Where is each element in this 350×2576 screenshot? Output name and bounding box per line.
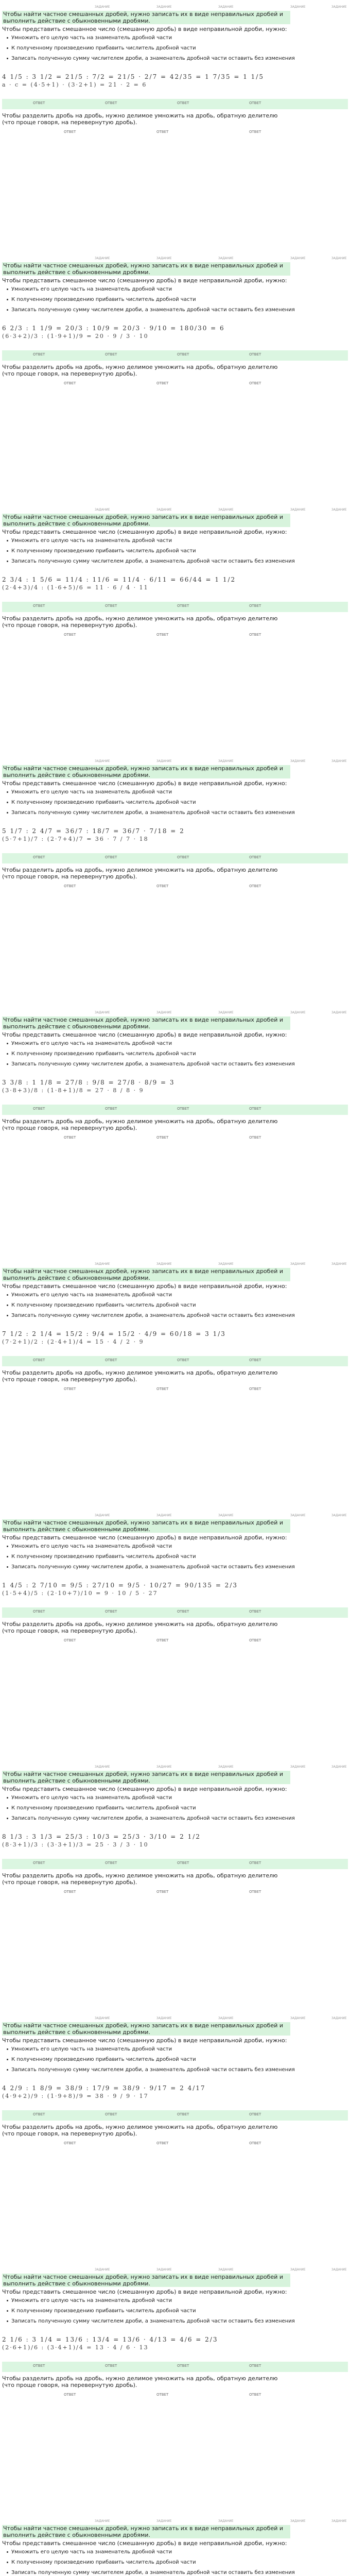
answer-label: ОТВЕТ — [33, 603, 45, 608]
rule-item: Записать полученную сумму числителем дроби, а знаменатель дробной части оставить без изменения — [11, 1816, 348, 1822]
convert-text: Чтобы представить смешанное число (смешанную дробь) в виде неправильной дроби, нужно: — [2, 780, 287, 787]
task-label: ЗАДАНИЕ — [331, 2519, 347, 2523]
intro-text — [2, 2525, 290, 2538]
answer-label: ОТВЕТ — [105, 1106, 117, 1111]
rule-item: Записать полученную сумму числителем дроби, а знаменатель дробной части оставить без изменения — [11, 2067, 348, 2073]
intro-text — [2, 1016, 290, 1030]
answer-label: ОТВЕТ — [249, 352, 261, 357]
intro-highlight: Чтобы найти частное смешанных дробей, нужно записать их в виде неправильных дробей и выполнить действие с обыкновенными дробями. — [2, 11, 290, 24]
task-label: ЗАДАНИЕ — [156, 1262, 172, 1266]
convert-text: Чтобы представить смешанное число (смешанную дробь) в виде неправильной дроби, нужно: — [2, 2037, 287, 2044]
rule-item: Умножить его целую часть на знаменатель дробной части — [11, 538, 348, 544]
task-label: ЗАДАНИЕ — [331, 508, 347, 512]
answer-row — [2, 1635, 348, 1648]
answer-label: ОТВЕТ — [249, 855, 261, 859]
rule-item: К полученному произведению прибавить числитель дробной части — [11, 45, 348, 52]
answer-band — [2, 99, 348, 109]
working-subline: (8·3+1)/3 : (3·3+1)/3 = 25 · 3 / 3 · 10 — [2, 1841, 149, 1848]
working-block — [2, 820, 348, 850]
task-label: ЗАДАНИЕ — [95, 759, 110, 763]
answer-label: ОТВЕТ — [64, 129, 76, 134]
working-block — [2, 569, 348, 599]
working-subline: (2·4+3)/4 : (1·6+5)/6 = 11 · 6 / 4 · 11 — [2, 584, 149, 591]
task-label: ЗАДАНИЕ — [331, 2016, 347, 2020]
intro-highlight: Чтобы найти частное смешанных дробей, нужно записать их в виде неправильных дробей и выполнить действие с обыкновенными дробями. — [2, 765, 290, 778]
answer-label: ОТВЕТ — [156, 129, 169, 134]
working-block — [2, 2329, 348, 2359]
rule-list — [2, 1795, 348, 1822]
answer-band — [2, 602, 348, 612]
answer-row — [2, 1606, 348, 1619]
task-header-row — [2, 507, 348, 513]
working-line: 3 3/8 : 1 1/8 = 27/8 : 9/8 = 27/8 · 8/9 = 3 — [2, 1078, 175, 1086]
task-label: ЗАДАНИЕ — [95, 508, 110, 512]
convert-text: Чтобы представить смешанное число (смешанную дробь) в виде неправильной дроби, нужно: — [2, 1534, 287, 1541]
divide-text: Чтобы разделить дробь на дробь, нужно делимое умножить на дробь, обратную делителю (что проще говоря, на перевернутую дробь). — [2, 1369, 278, 1383]
rule-item: К полученному произведению прибавить числитель дробной части — [11, 1302, 348, 1309]
answer-row — [2, 1355, 348, 1367]
task-header-row — [2, 256, 348, 262]
answer-row — [2, 349, 348, 362]
task-header-row — [2, 1513, 348, 1519]
rule-item: Умножить его целую часть на знаменатель дробной части — [11, 35, 348, 41]
task-label: ЗАДАНИЕ — [156, 2519, 172, 2523]
working-subline: (6·3+2)/3 : (1·9+1)/9 = 20 · 9 / 3 · 10 — [2, 332, 149, 340]
answer-label: ОТВЕТ — [156, 1889, 169, 1894]
task-label: ЗАДАНИЕ — [290, 1765, 306, 1769]
answer-label: ОТВЕТ — [249, 381, 261, 385]
rule-list — [2, 2549, 348, 2576]
task-label: ЗАДАНИЕ — [156, 1765, 172, 1769]
rule-list — [2, 1292, 348, 1319]
rule-item: К полученному произведению прибавить числитель дробной части — [11, 297, 348, 303]
answer-row — [2, 1858, 348, 1870]
answer-label: ОТВЕТ — [33, 100, 45, 105]
working-subline: a · c = (4·5+1) · (3·2+1) = 21 · 2 = 6 — [2, 81, 147, 88]
answer-label: ОТВЕТ — [105, 1358, 117, 1362]
rule-item: К полученному произведению прибавить числитель дробной части — [11, 1554, 348, 1560]
answer-label: ОТВЕТ — [64, 1386, 76, 1391]
answer-label: ОТВЕТ — [249, 1638, 261, 1642]
task-header-row — [2, 1010, 348, 1016]
task-label: ЗАДАНИЕ — [290, 2268, 306, 2272]
rule-list — [2, 2046, 348, 2073]
task-label: ЗАДАНИЕ — [331, 1262, 347, 1266]
answer-label: ОТВЕТ — [156, 632, 169, 637]
answer-label: ОТВЕТ — [249, 1860, 261, 1865]
answer-label: ОТВЕТ — [105, 2112, 117, 2116]
answer-label: ОТВЕТ — [156, 1135, 169, 1140]
intro-text — [2, 2022, 290, 2036]
working-line: 7 1/2 : 2 1/4 = 15/2 : 9/4 = 15/2 · 4/9 = 60/18 = 3 1/3 — [2, 1330, 226, 1337]
task-label: ЗАДАНИЕ — [290, 1011, 306, 1014]
working-subline: (5·7+1)/7 : (2·7+4)/7 = 36 · 7 / 7 · 18 — [2, 835, 149, 842]
answer-label: ОТВЕТ — [177, 855, 189, 859]
task-header-row — [2, 2267, 348, 2273]
answer-label: ОТВЕТ — [105, 1860, 117, 1865]
rule-item: Умножить его целую часть на знаменатель дробной части — [11, 1795, 348, 1801]
task-header-row — [2, 1261, 348, 1267]
task-label: ЗАДАНИЕ — [290, 5, 306, 9]
answer-label: ОТВЕТ — [33, 1358, 45, 1362]
working-line: 4 1/5 : 3 1/2 = 21/5 : 7/2 = 21/5 · 2/7 = 42/35 = 1 7/35 = 1 1/5 — [2, 73, 264, 80]
answer-row — [2, 127, 348, 139]
divide-text: Чтобы разделить дробь на дробь, нужно делимое умножить на дробь, обратную делителю (что проще говоря, на перевернутую дробь). — [2, 615, 278, 629]
rule-list — [2, 538, 348, 565]
answer-label: ОТВЕТ — [64, 1135, 76, 1140]
answer-label: ОТВЕТ — [156, 381, 169, 385]
answer-label: ОТВЕТ — [177, 352, 189, 357]
task-label: ЗАДАНИЕ — [331, 1011, 347, 1014]
rule-item: Записать полученную сумму числителем дроби, а знаменатель дробной части оставить без изменения — [11, 558, 348, 565]
task-label: ЗАДАНИЕ — [218, 2519, 234, 2523]
answer-band — [2, 1607, 348, 1618]
working-subline: (7·2+1)/2 : (2·4+1)/4 = 15 · 4 / 2 · 9 — [2, 1338, 144, 1345]
working-block — [2, 1323, 348, 1353]
task-label: ЗАДАНИЕ — [331, 257, 347, 260]
rule-item: Записать полученную сумму числителем дроби, а знаменатель дробной части оставить без изменения — [11, 1313, 348, 1319]
answer-label: ОТВЕТ — [249, 2112, 261, 2116]
divide-text: Чтобы разделить дробь на дробь, нужно делимое умножить на дробь, обратную делителю (что проще говоря, на перевернутую дробь). — [2, 1117, 278, 1131]
rule-item: Записать полученную сумму числителем дроби, а знаменатель дробной части оставить без изменения — [11, 56, 348, 62]
rule-item: К полученному произведению прибавить числитель дробной части — [11, 2560, 348, 2566]
convert-text: Чтобы представить смешанное число (смешанную дробь) в виде неправильной дроби, нужно: — [2, 1786, 287, 1793]
answer-band — [2, 1105, 348, 1115]
intro-highlight: Чтобы найти частное смешанных дробей, нужно записать их в виде неправильных дробей и выполнить действие с обыкновенными дробями. — [2, 262, 290, 276]
task-label: ЗАДАНИЕ — [218, 5, 234, 9]
intro-text — [2, 1771, 290, 1784]
rule-item: Умножить его целую часть на знаменатель дробной части — [11, 2046, 348, 2053]
answer-row — [2, 1104, 348, 1116]
task-label: ЗАДАНИЕ — [95, 2268, 110, 2272]
intro-text — [2, 11, 290, 24]
task-label: ЗАДАНИЕ — [290, 257, 306, 260]
answer-label: ОТВЕТ — [249, 2392, 261, 2397]
rule-item: Умножить его целую часть на знаменатель дробной части — [11, 1041, 348, 1047]
answer-label: ОТВЕТ — [64, 1638, 76, 1642]
answer-label: ОТВЕТ — [177, 603, 189, 608]
answer-label: ОТВЕТ — [33, 1860, 45, 1865]
answer-label: ОТВЕТ — [105, 603, 117, 608]
answer-label: ОТВЕТ — [64, 2141, 76, 2145]
divide-text: Чтобы разделить дробь на дробь, нужно делимое умножить на дробь, обратную делителю (что проще говоря, на перевернутую дробь). — [2, 1620, 278, 1634]
rule-item: Записать полученную сумму числителем дроби, а знаменатель дробной части оставить без изменения — [11, 2318, 348, 2325]
working-subline: (4·9+2)/9 : (1·9+8)/9 = 38 · 9 / 9 · 17 — [2, 2092, 149, 2099]
intro-text — [2, 262, 290, 276]
task-label: ЗАДАНИЕ — [156, 1514, 172, 1517]
answer-band — [2, 1356, 348, 1366]
solution-section — [0, 1763, 350, 2014]
task-label: ЗАДАНИЕ — [156, 5, 172, 9]
task-header-row — [2, 758, 348, 765]
answer-band — [2, 1859, 348, 1869]
task-label: ЗАДАНИЕ — [290, 1514, 306, 1517]
solution-section — [0, 2014, 350, 2266]
answer-label: ОТВЕТ — [249, 100, 261, 105]
working-block — [2, 66, 348, 96]
divide-text: Чтобы разделить дробь на дробь, нужно делимое умножить на дробь, обратную делителю (что проще говоря, на перевернутую дробь). — [2, 112, 278, 126]
answer-band — [2, 2362, 348, 2372]
solution-section — [0, 2517, 350, 2576]
answer-row — [2, 630, 348, 642]
answer-label: ОТВЕТ — [33, 2363, 45, 2368]
intro-highlight: Чтобы найти частное смешанных дробей, нужно записать их в виде неправильных дробей и выполнить действие с обыкновенными дробями. — [2, 1771, 290, 1784]
answer-label: ОТВЕТ — [177, 2112, 189, 2116]
answer-label: ОТВЕТ — [249, 1386, 261, 1391]
rule-list — [2, 35, 348, 62]
divide-text: Чтобы разделить дробь на дробь, нужно делимое умножить на дробь, обратную делителю (что проще говоря, на перевернутую дробь). — [2, 866, 278, 880]
rule-list — [2, 2298, 348, 2325]
rule-item: К полученному произведению прибавить числитель дробной части — [11, 1051, 348, 1057]
answer-label: ОТВЕТ — [249, 1358, 261, 1362]
answer-label: ОТВЕТ — [177, 100, 189, 105]
solution-section — [0, 1260, 350, 1512]
task-label: ЗАДАНИЕ — [156, 2268, 172, 2272]
intro-highlight: Чтобы найти частное смешанных дробей, нужно записать их в виде неправильных дробей и выполнить действие с обыкновенными дробями. — [2, 1268, 290, 1281]
answer-row — [2, 1384, 348, 1396]
task-label: ЗАДАНИЕ — [290, 2519, 306, 2523]
task-label: ЗАДАНИЕ — [218, 2016, 234, 2020]
solution-section — [0, 757, 350, 1009]
answer-row — [2, 378, 348, 391]
task-label: ЗАДАНИЕ — [218, 1514, 234, 1517]
task-label: ЗАДАНИЕ — [95, 1765, 110, 1769]
divide-text: Чтобы разделить дробь на дробь, нужно делимое умножить на дробь, обратную делителю (что проще говоря, на перевернутую дробь). — [2, 1872, 278, 1886]
answer-label: ОТВЕТ — [249, 129, 261, 134]
answer-row — [2, 1132, 348, 1145]
task-header-row — [2, 2015, 348, 2022]
convert-text: Чтобы представить смешанное число (смешанную дробь) в виде неправильной дроби, нужно: — [2, 529, 287, 536]
answer-label: ОТВЕТ — [156, 2392, 169, 2397]
working-block — [2, 1072, 348, 1101]
task-label: ЗАДАНИЕ — [218, 2268, 234, 2272]
intro-text — [2, 514, 290, 527]
task-label: ЗАДАНИЕ — [331, 5, 347, 9]
answer-band — [2, 853, 348, 863]
divide-text: Чтобы разделить дробь на дробь, нужно делимое умножить на дробь, обратную делителю (что проще говоря, на перевернутую дробь). — [2, 2123, 278, 2137]
rule-list — [2, 1544, 348, 1570]
rule-item: Записать полученную сумму числителем дроби, а знаменатель дробной части оставить без изменения — [11, 2570, 348, 2576]
answer-row — [2, 852, 348, 865]
rule-item: К полученному произведению прибавить числитель дробной части — [11, 548, 348, 554]
answer-band — [2, 350, 348, 361]
answer-row — [2, 601, 348, 613]
working-block — [2, 2077, 348, 2107]
task-label: ЗАДАНИЕ — [290, 2016, 306, 2020]
working-line: 5 1/7 : 2 4/7 = 36/7 : 18/7 = 36/7 · 7/18 = 2 — [2, 827, 185, 835]
task-label: ЗАДАНИЕ — [156, 257, 172, 260]
working-line: 1 4/5 : 2 7/10 = 9/5 : 27/10 = 9/5 · 10/27 = 90/135 = 2/3 — [2, 1581, 238, 1589]
solution-section — [0, 1512, 350, 1763]
answer-row — [2, 2109, 348, 2122]
working-subline: (1·5+4)/5 : (2·10+7)/10 = 9 · 10 / 5 · 27 — [2, 1589, 158, 1597]
task-header-row — [2, 4, 348, 10]
answer-label: ОТВЕТ — [177, 1358, 189, 1362]
answer-row — [2, 2361, 348, 2373]
task-label: ЗАДАНИЕ — [95, 1011, 110, 1014]
rule-item: Умножить его целую часть на знаменатель дробной части — [11, 2549, 348, 2555]
convert-text: Чтобы представить смешанное число (смешанную дробь) в виде неправильной дроби, нужно: — [2, 2540, 287, 2547]
task-label: ЗАДАНИЕ — [331, 1514, 347, 1517]
solution-section — [0, 3, 350, 255]
answer-label: ОТВЕТ — [249, 2141, 261, 2145]
intro-text — [2, 765, 290, 778]
rule-item: К полученному произведению прибавить числитель дробной части — [11, 2308, 348, 2314]
rule-list — [2, 1041, 348, 1067]
intro-highlight: Чтобы найти частное смешанных дробей, нужно записать их в виде неправильных дробей и выполнить действие с обыкновенными дробями. — [2, 2274, 290, 2287]
answer-label: ОТВЕТ — [64, 2392, 76, 2397]
convert-text: Чтобы представить смешанное число (смешанную дробь) в виде неправильной дроби, нужно: — [2, 2289, 287, 2296]
rule-item: Умножить его целую часть на знаменатель дробной части — [11, 286, 348, 293]
task-header-row — [2, 2518, 348, 2524]
task-label: ЗАДАНИЕ — [95, 2519, 110, 2523]
rule-item: Записать полученную сумму числителем дроби, а знаменатель дробной части оставить без изменения — [11, 307, 348, 313]
task-label: ЗАДАНИЕ — [156, 759, 172, 763]
task-label: ЗАДАНИЕ — [290, 508, 306, 512]
answer-label: ОТВЕТ — [156, 1386, 169, 1391]
task-label: ЗАДАНИЕ — [218, 759, 234, 763]
answer-label: ОТВЕТ — [249, 1135, 261, 1140]
task-label: ЗАДАНИЕ — [218, 257, 234, 260]
answer-label: ОТВЕТ — [105, 855, 117, 859]
answer-label: ОТВЕТ — [156, 1638, 169, 1642]
answer-label: ОТВЕТ — [33, 1609, 45, 1614]
answer-label: ОТВЕТ — [177, 1860, 189, 1865]
rule-item: Умножить его целую часть на знаменатель дробной части — [11, 1292, 348, 1298]
task-header-row — [2, 1764, 348, 1770]
task-label: ЗАДАНИЕ — [218, 1011, 234, 1014]
answer-label: ОТВЕТ — [249, 1106, 261, 1111]
intro-highlight: Чтобы найти частное смешанных дробей, нужно записать их в виде неправильных дробей и выполнить действие с обыкновенными дробями. — [2, 1519, 290, 1533]
intro-highlight: Чтобы найти частное смешанных дробей, нужно записать их в виде неправильных дробей и выполнить действие с обыкновенными дробями. — [2, 514, 290, 527]
intro-highlight: Чтобы найти частное смешанных дробей, нужно записать их в виде неправильных дробей и выполнить действие с обыкновенными дробями. — [2, 1016, 290, 1030]
working-line: 8 1/3 : 3 1/3 = 25/3 : 10/3 = 25/3 · 3/10 = 2 1/2 — [2, 1833, 201, 1840]
task-label: ЗАДАНИЕ — [331, 1765, 347, 1769]
answer-row — [2, 1887, 348, 1899]
answer-row — [2, 881, 348, 893]
task-label: ЗАДАНИЕ — [95, 1514, 110, 1517]
answer-label: ОТВЕТ — [64, 884, 76, 888]
solution-section — [0, 1009, 350, 1260]
answer-label: ОТВЕТ — [249, 884, 261, 888]
answer-label: ОТВЕТ — [249, 2363, 261, 2368]
answer-row — [2, 2389, 348, 2402]
intro-highlight: Чтобы найти частное смешанных дробей, нужно записать их в виде неправильных дробей и выполнить действие с обыкновенными дробями. — [2, 2525, 290, 2538]
rule-item: Умножить его целую часть на знаменатель дробной части — [11, 789, 348, 795]
rule-item: Записать полученную сумму числителем дроби, а знаменатель дробной части оставить без изменения — [11, 1061, 348, 1067]
answer-label: ОТВЕТ — [105, 100, 117, 105]
answer-label: ОТВЕТ — [249, 1889, 261, 1894]
answer-label: ОТВЕТ — [64, 381, 76, 385]
working-subline: (3·8+3)/8 : (1·8+1)/8 = 27 · 8 / 8 · 9 — [2, 1087, 144, 1094]
rule-list — [2, 789, 348, 816]
answer-label: ОТВЕТ — [105, 2363, 117, 2368]
intro-text — [2, 1268, 290, 1281]
intro-text — [2, 2274, 290, 2287]
answer-label: ОТВЕТ — [33, 855, 45, 859]
rule-item: Умножить его целую часть на знаменатель дробной части — [11, 2298, 348, 2304]
answer-label: ОТВЕТ — [156, 884, 169, 888]
answer-row — [2, 2138, 348, 2150]
task-label: ЗАДАНИЕ — [156, 2016, 172, 2020]
answer-label: ОТВЕТ — [105, 1609, 117, 1614]
answer-label: ОТВЕТ — [156, 2141, 169, 2145]
task-label: ЗАДАНИЕ — [156, 508, 172, 512]
answer-band — [2, 2110, 348, 2121]
rule-item: К полученному произведению прибавить числитель дробной части — [11, 1805, 348, 1811]
intro-text — [2, 1519, 290, 1533]
task-label: ЗАДАНИЕ — [95, 2016, 110, 2020]
working-subline: (2·6+1)/6 : (3·4+1)/4 = 13 · 4 / 6 · 13 — [2, 2344, 149, 2351]
task-label: ЗАДАНИЕ — [218, 1765, 234, 1769]
answer-label: ОТВЕТ — [177, 2363, 189, 2368]
convert-text: Чтобы представить смешанное число (смешанную дробь) в виде неправильной дроби, нужно: — [2, 277, 287, 284]
answer-row — [2, 98, 348, 110]
answer-label: ОТВЕТ — [33, 1106, 45, 1111]
rule-item: Записать полученную сумму числителем дроби, а знаменатель дробной части оставить без изменения — [11, 1564, 348, 1570]
answer-label: ОТВЕТ — [177, 1106, 189, 1111]
convert-text: Чтобы представить смешанное число (смешанную дробь) в виде неправильной дроби, нужно: — [2, 26, 287, 33]
working-block — [2, 1574, 348, 1604]
working-block — [2, 1826, 348, 1856]
task-label: ЗАДАНИЕ — [218, 1262, 234, 1266]
task-label: ЗАДАНИЕ — [331, 2268, 347, 2272]
task-label: ЗАДАНИЕ — [218, 508, 234, 512]
answer-label: ОТВЕТ — [64, 1889, 76, 1894]
answer-label: ОТВЕТ — [105, 352, 117, 357]
intro-highlight: Чтобы найти частное смешанных дробей, нужно записать их в виде неправильных дробей и выполнить действие с обыкновенными дробями. — [2, 2022, 290, 2036]
answer-label: ОТВЕТ — [33, 352, 45, 357]
working-line: 4 2/9 : 1 8/9 = 38/9 : 17/9 = 38/9 · 9/17 = 2 4/17 — [2, 2084, 206, 2092]
answer-label: ОТВЕТ — [177, 1609, 189, 1614]
divide-text: Чтобы разделить дробь на дробь, нужно делимое умножить на дробь, обратную делителю (что проще говоря, на перевернутую дробь). — [2, 363, 278, 377]
answer-label: ОТВЕТ — [64, 632, 76, 637]
task-label: ЗАДАНИЕ — [95, 257, 110, 260]
divide-text: Чтобы разделить дробь на дробь, нужно делимое умножить на дробь, обратную делителю (что проще говоря, на перевернутую дробь). — [2, 2375, 278, 2388]
answer-label: ОТВЕТ — [33, 2112, 45, 2116]
task-label: ЗАДАНИЕ — [331, 759, 347, 763]
rule-item: К полученному произведению прибавить числитель дробной части — [11, 2057, 348, 2063]
rule-item: Записать полученную сумму числителем дроби, а знаменатель дробной части оставить без изменения — [11, 810, 348, 816]
answer-label: ОТВЕТ — [249, 632, 261, 637]
rule-item: Умножить его целую часть на знаменатель дробной части — [11, 1544, 348, 1550]
working-block — [2, 317, 348, 347]
solution-section — [0, 2266, 350, 2517]
solution-section — [0, 506, 350, 757]
rule-item: К полученному произведению прибавить числитель дробной части — [11, 800, 348, 806]
solution-section — [0, 255, 350, 506]
working-line: 2 1/6 : 3 1/4 = 13/6 : 13/4 = 13/6 · 4/13 = 4/6 = 2/3 — [2, 2335, 218, 2343]
task-label: ЗАДАНИЕ — [95, 1262, 110, 1266]
rule-list — [2, 286, 348, 313]
task-label: ЗАДАНИЕ — [290, 1262, 306, 1266]
task-label: ЗАДАНИЕ — [290, 759, 306, 763]
working-line: 6 2/3 : 1 1/9 = 20/3 : 10/9 = 20/3 · 9/10 = 180/30 = 6 — [2, 324, 225, 332]
answer-label: ОТВЕТ — [249, 603, 261, 608]
working-line: 2 3/4 : 1 5/6 = 11/4 : 11/6 = 11/4 · 6/11 = 66/44 = 1 1/2 — [2, 575, 236, 583]
convert-text: Чтобы представить смешанное число (смешанную дробь) в виде неправильной дроби, нужно: — [2, 1283, 287, 1290]
task-label: ЗАДАНИЕ — [156, 1011, 172, 1014]
task-label: ЗАДАНИЕ — [95, 5, 110, 9]
convert-text: Чтобы представить смешанное число (смешанную дробь) в виде неправильной дроби, нужно: — [2, 1031, 287, 1039]
answer-label: ОТВЕТ — [249, 1609, 261, 1614]
